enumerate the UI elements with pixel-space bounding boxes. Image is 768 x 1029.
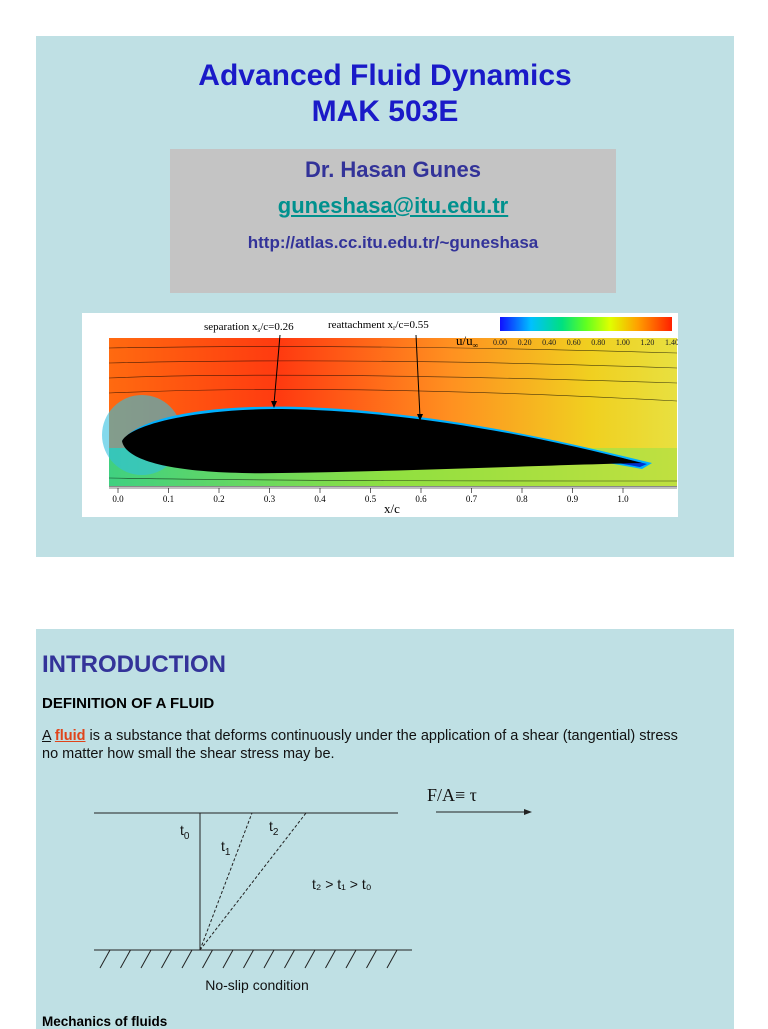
x-axis-tick-label: 0.6 xyxy=(415,494,427,504)
x-axis-tick-label: 0.4 xyxy=(314,494,326,504)
definition-text: is a substance that deforms continuously under the application of a shear (tangential) stress no matter how small the shear stress may be. xyxy=(42,728,678,762)
wall-hatch xyxy=(285,950,295,968)
colorbar-label: $u/u_\infty$ xyxy=(456,333,479,350)
colorbar-tick-label: 0.80 xyxy=(591,338,606,347)
t2-label: $t_2$ xyxy=(269,818,279,838)
arrow-right-icon xyxy=(524,809,532,815)
colorbar-tick-label: 1.20 xyxy=(640,338,655,347)
wall-hatch xyxy=(367,950,377,968)
wall-hatch xyxy=(162,950,172,968)
x-axis-tick-label: 0.1 xyxy=(162,494,175,504)
definition-article: A xyxy=(42,728,51,744)
wall-hatch xyxy=(100,950,110,968)
airfoil-flow-figure xyxy=(82,313,678,517)
definition-heading: DEFINITION OF A FLUID xyxy=(42,695,215,712)
intro-slide xyxy=(36,629,734,1029)
x-axis-tick-label: 0.7 xyxy=(465,494,478,504)
mechanics-heading: Mechanics of fluids xyxy=(42,1014,168,1029)
colorbar-tick-label: 1.40 xyxy=(665,338,678,347)
x-axis-tick-label: 0.2 xyxy=(213,494,225,504)
title-slide xyxy=(36,36,734,557)
x-axis-tick-label: 0.0 xyxy=(112,494,124,504)
intro-heading: INTRODUCTION xyxy=(42,651,226,678)
shear-stress-label: F/A≡ τ xyxy=(427,785,477,805)
time-inequality: t₂ > t₁ > t₀ xyxy=(312,876,372,892)
author-email-link[interactable]: guneshasa@itu.edu.tr xyxy=(277,193,509,218)
colorbar-tick-label: 0.60 xyxy=(566,338,581,347)
x-axis-tick-label: 0.8 xyxy=(516,494,528,504)
author-box xyxy=(170,149,616,293)
wall-hatch xyxy=(203,950,213,968)
shear-deformation-diagram xyxy=(36,779,734,1009)
wall-hatch xyxy=(141,950,151,968)
colorbar-tick-label: 1.00 xyxy=(615,338,630,347)
x-axis-tick-label: 0.9 xyxy=(566,494,579,504)
fluid-keyword-link[interactable]: fluid xyxy=(54,728,86,744)
wall-hatch xyxy=(223,950,233,968)
colorbar-tick-label: 0.00 xyxy=(493,338,507,347)
x-axis-tick-label: 0.3 xyxy=(263,494,276,504)
wall-hatch xyxy=(121,950,131,968)
t1-label: $t_1$ xyxy=(221,838,231,858)
x-axis-tick-label: 0.5 xyxy=(364,494,377,504)
author-name: Dr. Hasan Gunes xyxy=(304,157,482,182)
wall-hatch xyxy=(244,950,254,968)
no-slip-caption: No-slip condition xyxy=(205,977,309,993)
wall-hatch xyxy=(387,950,397,968)
colorbar-tick-label: 0.20 xyxy=(517,338,532,347)
course-code: MAK 503E xyxy=(311,95,459,128)
colorbar-tick-label: 0.40 xyxy=(542,338,557,347)
t0-label: $t_0$ xyxy=(180,822,190,842)
reattachment-label: reattachment xr/c=0.55 xyxy=(328,319,429,332)
wall-hatch xyxy=(305,950,315,968)
wall-hatch xyxy=(264,950,274,968)
wall-hatch xyxy=(346,950,356,968)
author-url[interactable]: http://atlas.cc.itu.edu.tr/~guneshasa xyxy=(247,233,539,252)
x-axis-label: x/c xyxy=(384,501,400,516)
airfoil-flow-image xyxy=(82,313,678,517)
x-axis-tick-label: 1.0 xyxy=(617,494,629,504)
separation-label: separation xs/c=0.26 xyxy=(204,321,294,334)
colorbar xyxy=(500,317,672,331)
wall-hatch xyxy=(182,950,192,968)
definition-paragraph xyxy=(42,727,692,763)
course-title: Advanced Fluid Dynamics xyxy=(198,59,572,92)
wall-hatch xyxy=(326,950,336,968)
